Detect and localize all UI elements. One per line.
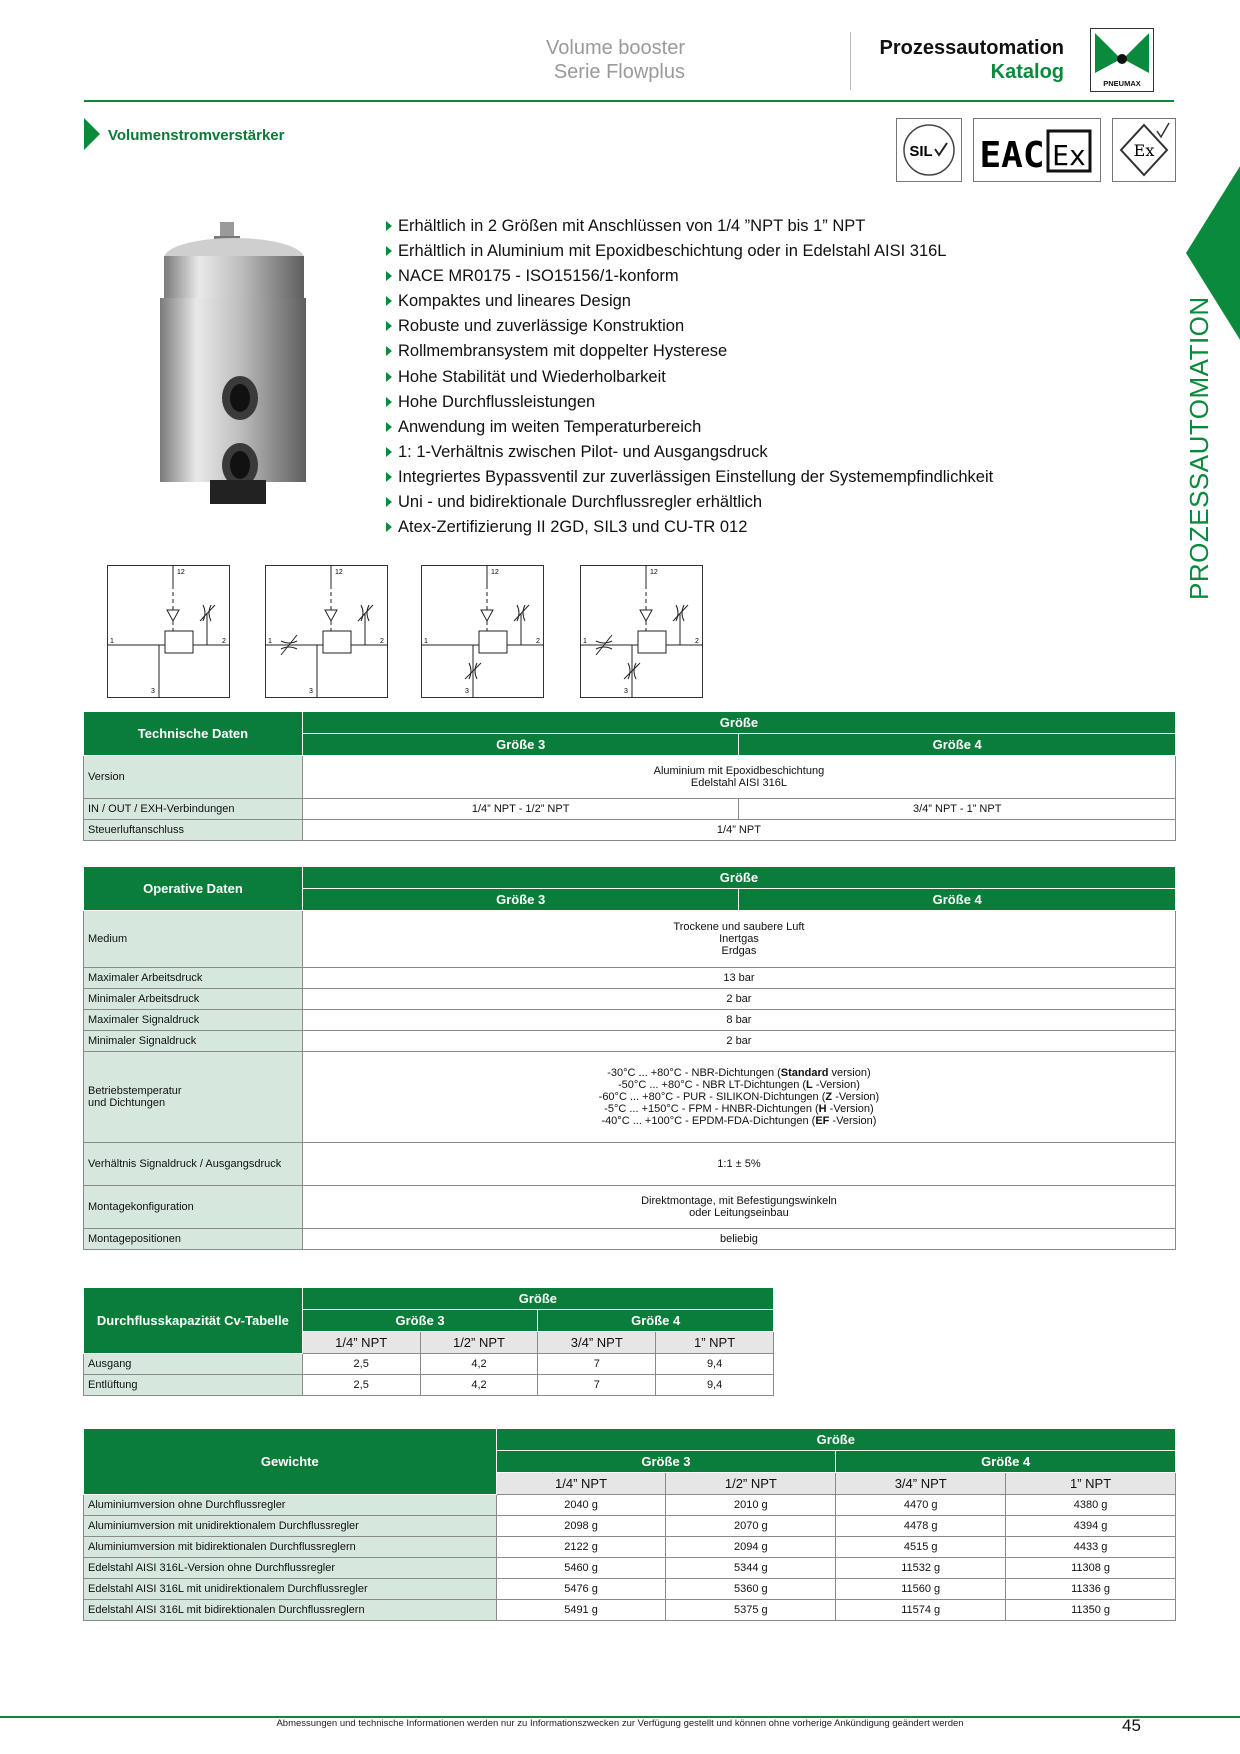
row-label: Verhältnis Signaldruck / Ausgangsdruck — [84, 1143, 303, 1186]
column-header: 1/2” NPT — [666, 1473, 836, 1495]
pneumatic-symbol-4 — [580, 565, 703, 698]
text-part: -5°C ... +150°C - FPM - HNBR-Dichtungen ( — [604, 1103, 819, 1115]
feature-list — [386, 214, 993, 540]
table-cell: 4478 g — [836, 1516, 1006, 1537]
table-cell: 1:1 ± 5% — [302, 1143, 1175, 1186]
row-label: Edelstahl AISI 316L mit bidirektionalen Durchflussreglern — [84, 1600, 497, 1621]
cell-line: Erdgas — [721, 945, 757, 957]
sil-certificate-icon — [897, 119, 961, 181]
table-cell: 4515 g — [836, 1537, 1006, 1558]
header-product-name: Volume booster — [546, 37, 685, 59]
row-label — [84, 1052, 303, 1143]
product-image — [130, 222, 330, 522]
version-code: Standard — [780, 1067, 829, 1079]
table-cell — [302, 1052, 1175, 1143]
technical-data-title: Technische Daten — [84, 712, 303, 756]
text-part: -Version) — [829, 1115, 877, 1127]
temperature-line — [307, 1115, 1171, 1127]
pneumatic-symbol-2 — [265, 565, 388, 698]
version-code: L — [806, 1079, 813, 1091]
size-3-header: Größe 3 — [302, 889, 739, 911]
table-cell: 4,2 — [420, 1354, 538, 1375]
table-cell: 2,5 — [302, 1354, 420, 1375]
size-group-header: Größe — [496, 1429, 1175, 1451]
row-label: Ausgang — [84, 1354, 303, 1375]
header-separator — [850, 32, 851, 90]
port-12-label: 12 — [177, 569, 185, 576]
table-cell: 1/4” NPT — [302, 820, 1175, 841]
logo-text: PNEUMAX — [1103, 79, 1141, 88]
table-cell: 9,4 — [656, 1354, 774, 1375]
size-4-header: Größe 4 — [739, 889, 1176, 911]
column-header: 1/2” NPT — [420, 1332, 538, 1354]
atex-text: Ex — [1133, 141, 1155, 160]
pneumatic-diagram-icon — [265, 565, 388, 698]
table-cell: 2 bar — [302, 989, 1175, 1010]
temperature-line — [307, 1103, 1171, 1115]
row-label: Minimaler Signaldruck — [84, 1031, 303, 1052]
feature-item: NACE MR0175 - ISO15156/1-konform — [386, 264, 993, 289]
feature-item: Robuste und zuverlässige Konstruktion — [386, 314, 993, 339]
table-cell: 11350 g — [1006, 1600, 1176, 1621]
table-cell: 5476 g — [496, 1579, 666, 1600]
row-label: Entlüftung — [84, 1375, 303, 1396]
column-header: 1/4” NPT — [496, 1473, 666, 1495]
row-label: IN / OUT / EXH-Verbindungen — [84, 799, 303, 820]
size-4-header: Größe 4 — [538, 1310, 774, 1332]
table-row — [84, 1537, 1176, 1558]
port-1-label: 1 — [424, 638, 428, 645]
feature-item: Erhältlich in Aluminium mit Epoxidbeschichtung oder in Edelstahl AISI 316L — [386, 239, 993, 264]
size-group-header: Größe — [302, 867, 1175, 889]
table-cell: 11308 g — [1006, 1558, 1176, 1579]
size-3-header: Größe 3 — [302, 734, 739, 756]
side-category-label: PROZESSAUTOMATION — [1184, 296, 1214, 600]
table-cell: 2 bar — [302, 1031, 1175, 1052]
feature-item: Uni - und bidirektionale Durchflussregler erhältlich — [386, 490, 993, 515]
table-cell: 5344 g — [666, 1558, 836, 1579]
label-line: Betriebstemperatur — [88, 1085, 182, 1097]
ex-text: Ex — [1052, 139, 1086, 172]
table-cell: beliebig — [302, 1229, 1175, 1250]
row-label: Medium — [84, 911, 303, 968]
table-cell: 2010 g — [666, 1495, 836, 1516]
temperature-line — [307, 1091, 1171, 1103]
size-group-header: Größe — [302, 1288, 773, 1310]
table-cell: 4380 g — [1006, 1495, 1176, 1516]
row-label: Maximaler Signaldruck — [84, 1010, 303, 1031]
port-3-label: 3 — [624, 688, 628, 695]
table-cell: 11560 g — [836, 1579, 1006, 1600]
table-cell: 4394 g — [1006, 1516, 1176, 1537]
size-4-header: Größe 4 — [836, 1451, 1176, 1473]
table-row — [84, 1375, 774, 1396]
port-2-label: 2 — [222, 638, 226, 645]
text-part: -Version) — [832, 1091, 880, 1103]
port-1-label: 1 — [583, 638, 587, 645]
table-row — [84, 1516, 1176, 1537]
row-label: Edelstahl AISI 316L-Version ohne Durchflussregler — [84, 1558, 497, 1579]
table-cell — [302, 911, 1175, 968]
table-cell: 2070 g — [666, 1516, 836, 1537]
text-part: -60°C ... +80°C - PUR - SILIKON-Dichtungen ( — [598, 1091, 826, 1103]
section-title: Volumenstromverstärker — [108, 127, 285, 144]
atex-hexagon-icon — [1113, 119, 1175, 181]
port-2-label: 2 — [695, 638, 699, 645]
table-row — [84, 1354, 774, 1375]
text-part: version) — [828, 1067, 871, 1079]
table-cell — [302, 1186, 1175, 1229]
table-cell: 7 — [538, 1375, 656, 1396]
row-label: Aluminiumversion mit unidirektionalem Durchflussregler — [84, 1516, 497, 1537]
table-cell: 5375 g — [666, 1600, 836, 1621]
feature-item: Kompaktes und lineares Design — [386, 289, 993, 314]
table-row — [84, 1579, 1176, 1600]
row-label: Version — [84, 756, 303, 799]
table-cell: 2040 g — [496, 1495, 666, 1516]
label-line: und Dichtungen — [88, 1097, 166, 1109]
table-row — [84, 1495, 1176, 1516]
table-cell: 8 bar — [302, 1010, 1175, 1031]
eac-ex-icon — [974, 119, 1100, 181]
port-1-label: 1 — [110, 638, 114, 645]
table-cell: 2094 g — [666, 1537, 836, 1558]
weights-title: Gewichte — [84, 1429, 497, 1495]
feature-item: Hohe Stabilität und Wiederholbarkeit — [386, 365, 993, 390]
column-header: 3/4” NPT — [538, 1332, 656, 1354]
port-2-label: 2 — [536, 638, 540, 645]
cell-line: Aluminium mit Epoxidbeschichtung — [653, 765, 825, 777]
cell-line: oder Leitungseinbau — [689, 1207, 789, 1219]
text-part: -50°C ... +80°C - NBR LT-Dichtungen ( — [618, 1079, 807, 1091]
port-12-label: 12 — [491, 569, 499, 576]
cell-line: Direktmontage, mit Befestigungswinkeln — [641, 1195, 837, 1207]
flow-capacity-title: Durchflusskapazität Cv-Tabelle — [84, 1288, 303, 1354]
atex-badge — [1112, 118, 1176, 182]
header-catalog — [862, 36, 1064, 84]
footer-disclaimer: Abmessungen und technische Informationen werden nur zu Informationszwecken zur Verfügung gestellt und können ohne vorherige Ankündigung geändert werden — [276, 1718, 964, 1729]
size-3-header: Größe 3 — [302, 1310, 538, 1332]
text-part: -Version) — [826, 1103, 874, 1115]
pneumatic-diagram-icon — [107, 565, 230, 698]
cell-line: Inertgas — [719, 933, 759, 945]
table-cell: 5460 g — [496, 1558, 666, 1579]
eac-ex-badge — [973, 118, 1101, 182]
port-2-label: 2 — [380, 638, 384, 645]
size-3-header: Größe 3 — [496, 1451, 836, 1473]
table-cell: 5360 g — [666, 1579, 836, 1600]
version-code: Z — [825, 1091, 833, 1103]
version-code: H — [818, 1103, 827, 1115]
temperature-line — [307, 1079, 1171, 1091]
table-row — [84, 1600, 1176, 1621]
text-part: -40°C ... +100°C - EPDM-FDA-Dichtungen ( — [601, 1115, 816, 1127]
feature-item: Integriertes Bypassventil zur zuverlässigen Einstellung der Systemempfindlichkeit — [386, 465, 993, 490]
feature-item: Atex-Zertifizierung II 2GD, SIL3 und CU-TR 012 — [386, 515, 993, 540]
feature-item: Rollmembransystem mit doppelter Hysterese — [386, 339, 993, 364]
volume-booster-illustration — [130, 222, 330, 522]
table-cell — [302, 756, 1175, 799]
pneumatic-diagram-icon — [421, 565, 544, 698]
column-header: 1/4” NPT — [302, 1332, 420, 1354]
operating-data-title: Operative Daten — [84, 867, 303, 911]
table-cell: 1/4” NPT - 1/2” NPT — [302, 799, 739, 820]
row-label: Aluminiumversion mit bidirektionalen Durchflussreglern — [84, 1537, 497, 1558]
sil-badge — [896, 118, 962, 182]
table-cell: 2098 g — [496, 1516, 666, 1537]
pneumatic-diagram-icon — [580, 565, 703, 698]
table-row — [84, 1558, 1176, 1579]
cell-line: Trockene und saubere Luft — [673, 921, 805, 933]
table-cell: 5491 g — [496, 1600, 666, 1621]
feature-item: 1: 1-Verhältnis zwischen Pilot- und Ausgangsdruck — [386, 440, 993, 465]
table-cell: 3/4” NPT - 1” NPT — [739, 799, 1176, 820]
header-rule — [84, 100, 1174, 102]
operating-data-table — [83, 866, 1176, 1250]
row-label: Maximaler Arbeitsdruck — [84, 968, 303, 989]
table-cell: 11532 g — [836, 1558, 1006, 1579]
column-header: 1” NPT — [1006, 1473, 1176, 1495]
size-group-header: Größe — [302, 712, 1175, 734]
header-category: Prozessautomation — [879, 37, 1064, 59]
text-part: -Version) — [812, 1079, 860, 1091]
version-code: EF — [815, 1115, 830, 1127]
port-12-label: 12 — [335, 569, 343, 576]
port-3-label: 3 — [151, 688, 155, 695]
column-header: 1” NPT — [656, 1332, 774, 1354]
text-part: -30°C ... +80°C - NBR-Dichtungen ( — [607, 1067, 781, 1079]
table-cell: 11574 g — [836, 1600, 1006, 1621]
sil-text: SIL — [909, 143, 933, 160]
weights-table — [83, 1428, 1176, 1621]
row-label: Minimaler Arbeitsdruck — [84, 989, 303, 1010]
technical-data-table — [83, 711, 1176, 841]
port-3-label: 3 — [465, 688, 469, 695]
row-label: Steuerluftanschluss — [84, 820, 303, 841]
flow-capacity-table — [83, 1287, 774, 1396]
row-label: Montagekonfiguration — [84, 1186, 303, 1229]
table-cell: 7 — [538, 1354, 656, 1375]
row-label: Aluminiumversion ohne Durchflussregler — [84, 1495, 497, 1516]
pneumatic-symbol-3 — [421, 565, 544, 698]
pneumax-logo-icon — [1091, 29, 1153, 91]
table-cell: 11336 g — [1006, 1579, 1176, 1600]
size-4-header: Größe 4 — [739, 734, 1176, 756]
table-cell: 4470 g — [836, 1495, 1006, 1516]
feature-item: Anwendung im weiten Temperaturbereich — [386, 415, 993, 440]
pneumatic-symbol-1 — [107, 565, 230, 698]
table-cell: 4,2 — [420, 1375, 538, 1396]
feature-item: Erhältlich in 2 Größen mit Anschlüssen von 1/4 ”NPT bis 1” NPT — [386, 214, 993, 239]
table-cell: 2,5 — [302, 1375, 420, 1396]
table-cell: 9,4 — [656, 1375, 774, 1396]
table-cell: 4433 g — [1006, 1537, 1176, 1558]
row-label: Montagepositionen — [84, 1229, 303, 1250]
temperature-line — [307, 1067, 1171, 1079]
pneumax-logo — [1090, 28, 1154, 92]
eac-text: EAC — [979, 135, 1045, 176]
section-marker-icon — [84, 118, 100, 150]
row-label: Edelstahl AISI 316L mit unidirektionalem Durchflussregler — [84, 1579, 497, 1600]
header-series-name: Serie Flowplus — [553, 61, 685, 83]
header-series — [546, 36, 685, 84]
port-3-label: 3 — [309, 688, 313, 695]
port-12-label: 12 — [650, 569, 658, 576]
header-catalog-label: Katalog — [990, 61, 1064, 83]
port-1-label: 1 — [268, 638, 272, 645]
feature-item: Hohe Durchflussleistungen — [386, 390, 993, 415]
column-header: 3/4” NPT — [836, 1473, 1006, 1495]
table-cell: 2122 g — [496, 1537, 666, 1558]
cell-line: Edelstahl AISI 316L — [690, 777, 787, 789]
table-cell: 13 bar — [302, 968, 1175, 989]
page-number: 45 — [1122, 1716, 1141, 1735]
